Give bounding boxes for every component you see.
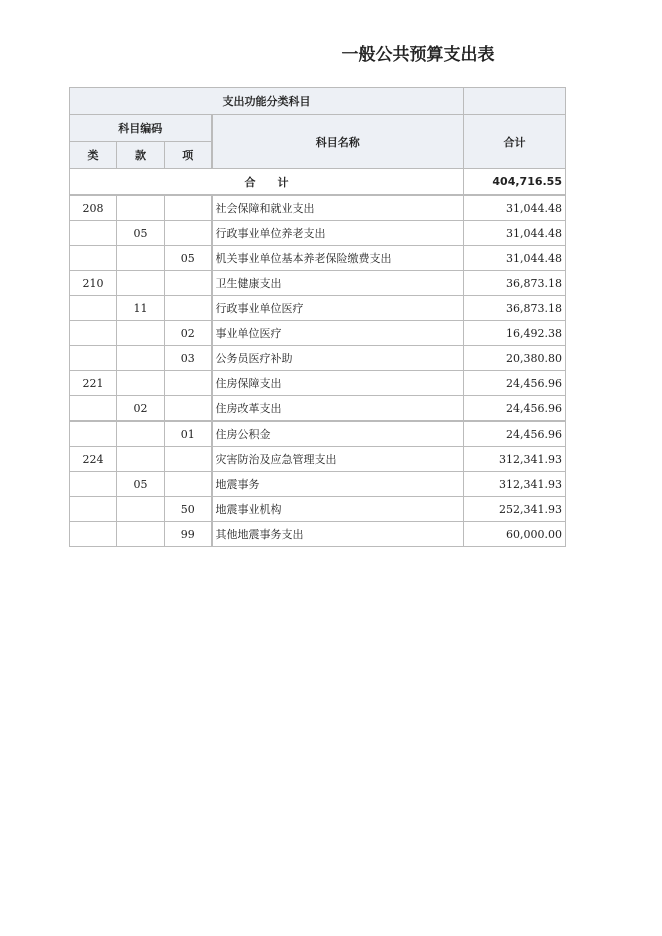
code-kuan	[117, 246, 165, 271]
subject-name: 住房改革支出	[212, 396, 464, 422]
table-row	[70, 246, 566, 271]
code-xiang: 05	[165, 246, 212, 271]
code-kuan	[117, 271, 165, 296]
code-kuan: 05	[117, 472, 165, 497]
header-blank	[464, 88, 566, 115]
table-row	[70, 396, 566, 422]
code-kuan	[117, 346, 165, 371]
table-row	[70, 321, 566, 346]
header-row-1	[70, 88, 566, 115]
code-kuan	[117, 522, 165, 547]
code-xiang	[165, 271, 212, 296]
table-row	[70, 271, 566, 296]
table-row	[70, 421, 566, 447]
code-lei	[70, 321, 117, 346]
code-xiang: 03	[165, 346, 212, 371]
code-lei	[70, 472, 117, 497]
subject-name: 灾害防治及应急管理支出	[212, 447, 464, 472]
amount: 16,492.38	[464, 321, 566, 346]
expenditure-table	[69, 87, 566, 547]
subject-name: 住房公积金	[212, 421, 464, 447]
subject-name: 地震事业机构	[212, 497, 464, 522]
code-lei	[70, 421, 117, 447]
header-code-group: 科目编码	[70, 115, 212, 142]
table-row	[70, 371, 566, 396]
amount: 24,456.96	[464, 371, 566, 396]
code-xiang	[165, 371, 212, 396]
amount: 252,341.93	[464, 497, 566, 522]
code-kuan	[117, 321, 165, 346]
code-kuan	[117, 421, 165, 447]
code-xiang	[165, 221, 212, 246]
code-lei: 224	[70, 447, 117, 472]
subject-name: 行政事业单位医疗	[212, 296, 464, 321]
amount: 60,000.00	[464, 522, 566, 547]
code-lei: 208	[70, 195, 117, 221]
header-row-2	[70, 115, 566, 142]
table-row	[70, 472, 566, 497]
subject-name: 机关事业单位基本养老保险缴费支出	[212, 246, 464, 271]
code-lei	[70, 296, 117, 321]
header-total: 合计	[464, 115, 566, 169]
code-xiang: 02	[165, 321, 212, 346]
amount: 24,456.96	[464, 396, 566, 422]
subject-name: 其他地震事务支出	[212, 522, 464, 547]
table-row	[70, 346, 566, 371]
code-xiang	[165, 396, 212, 422]
amount: 36,873.18	[464, 296, 566, 321]
subject-name: 公务员医疗补助	[212, 346, 464, 371]
amount: 20,380.80	[464, 346, 566, 371]
total-row	[70, 169, 566, 196]
code-kuan	[117, 497, 165, 522]
page-title: 一般公共预算支出表	[341, 45, 495, 65]
subject-name: 住房保障支出	[212, 371, 464, 396]
subject-name: 卫生健康支出	[212, 271, 464, 296]
code-xiang	[165, 472, 212, 497]
code-xiang	[165, 296, 212, 321]
code-kuan: 02	[117, 396, 165, 422]
header-kuan: 款	[117, 142, 165, 169]
code-xiang	[165, 447, 212, 472]
code-xiang: 01	[165, 421, 212, 447]
subject-name: 地震事务	[212, 472, 464, 497]
header-xiang: 项	[165, 142, 212, 169]
code-lei	[70, 396, 117, 422]
subject-name: 事业单位医疗	[212, 321, 464, 346]
total-value: 404,716.55	[464, 169, 566, 196]
code-xiang: 99	[165, 522, 212, 547]
code-lei	[70, 246, 117, 271]
amount: 24,456.96	[464, 421, 566, 447]
header-lei: 类	[70, 142, 117, 169]
code-kuan: 05	[117, 221, 165, 246]
subject-name: 社会保障和就业支出	[212, 195, 464, 221]
code-lei	[70, 221, 117, 246]
amount: 312,341.93	[464, 447, 566, 472]
code-kuan	[117, 371, 165, 396]
code-lei	[70, 497, 117, 522]
header-name: 科目名称	[212, 115, 464, 169]
code-lei: 210	[70, 271, 117, 296]
amount: 31,044.48	[464, 195, 566, 221]
table-row	[70, 296, 566, 321]
amount: 36,873.18	[464, 271, 566, 296]
table-row	[70, 221, 566, 246]
amount: 31,044.48	[464, 246, 566, 271]
code-lei: 221	[70, 371, 117, 396]
code-kuan: 11	[117, 296, 165, 321]
amount: 31,044.48	[464, 221, 566, 246]
code-kuan	[117, 447, 165, 472]
code-lei	[70, 346, 117, 371]
code-kuan	[117, 195, 165, 221]
table-row	[70, 447, 566, 472]
amount: 312,341.93	[464, 472, 566, 497]
code-xiang	[165, 195, 212, 221]
code-xiang: 50	[165, 497, 212, 522]
total-label: 合 计	[70, 169, 464, 196]
header-group: 支出功能分类科目	[70, 88, 464, 115]
table-row	[70, 522, 566, 547]
code-lei	[70, 522, 117, 547]
subject-name: 行政事业单位养老支出	[212, 221, 464, 246]
table-row	[70, 497, 566, 522]
table-row	[70, 195, 566, 221]
